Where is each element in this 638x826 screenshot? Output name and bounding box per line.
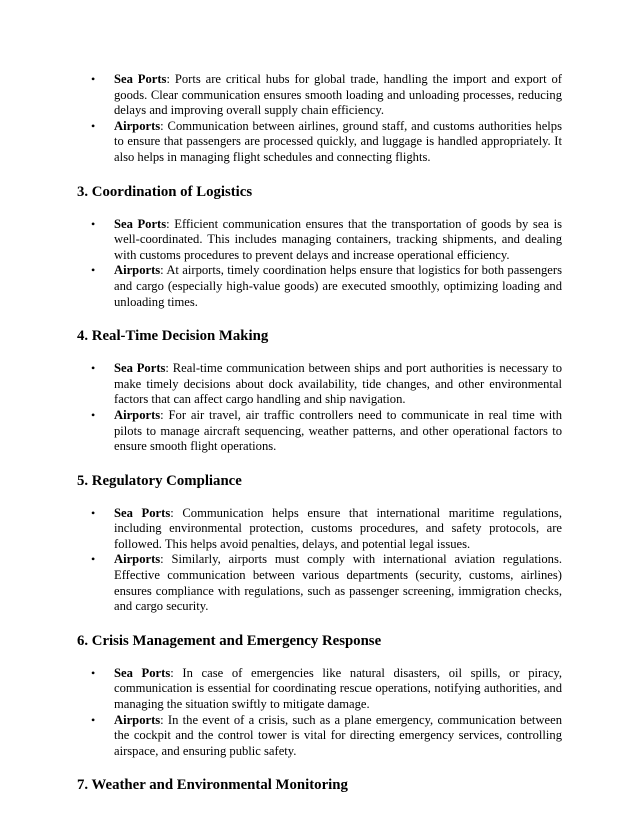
item-text: : In case of emergencies like natural disasters, oil spills, or piracy, communication is essential for coordinating rescue operations, notifying authorities, and managing the situation swiftly to mitigate damage.: [114, 665, 563, 712]
item-lead: Airports: [114, 552, 161, 567]
item-text: : Similarly, airports must comply with international aviation regulations. Effective communication between various departments (security, customs, airlines) ensures compliance with regulations, such as passenger screening, immigration checks, and cargo security.: [114, 552, 562, 614]
item-lead: Sea Ports: [114, 72, 167, 86]
item-lead: Airports: [114, 263, 161, 278]
section-heading-coordination: 3. Coordination of Logistics: [77, 183, 253, 200]
bullet-icon: •: [91, 216, 96, 231]
item-lead: Sea Ports: [114, 216, 167, 231]
section-bullet-list: [77, 506, 562, 615]
item-text: : Efficient communication ensures that the transportation of goods by sea is well-coordinated. This includes managing containers, tracking shipments, and dealing with customs procedures to prevent delays and increase operational efficiency.: [114, 216, 562, 262]
item-lead: Airports: [114, 712, 161, 727]
section-bullet-list: [77, 217, 562, 311]
bullet-icon: •: [91, 263, 96, 278]
section-heading-real-time: 4. Real-Time Decision Making: [77, 328, 269, 345]
section-heading-crisis: 6. Crisis Management and Emergency Response: [77, 632, 382, 649]
list-item: [91, 552, 562, 614]
list-item: [91, 118, 562, 166]
list-item: [91, 665, 563, 713]
bullet-icon: •: [91, 505, 96, 520]
section-bullet-list: [77, 361, 562, 455]
list-item: [91, 712, 562, 760]
item-lead: Airports: [114, 407, 161, 422]
item-lead: Sea Ports: [114, 361, 166, 376]
bullet-icon: •: [91, 712, 96, 727]
item-lead: Sea Ports: [114, 665, 171, 680]
item-text: : At airports, timely coordination helps ensure that logistics for both passengers and cargo (especially high-value goods) are executed smoothly, optimizing loading and unloading times.: [114, 263, 562, 309]
item-text: : In the event of a crisis, such as a plane emergency, communication between the cockpit and the control tower is vital for directing emergency services, controlling airspace, and ensuring public safety.: [114, 712, 562, 758]
list-item: [91, 505, 562, 553]
item-lead: Airports: [114, 118, 161, 133]
item-lead: Sea Ports: [114, 505, 171, 520]
bullet-icon: •: [91, 407, 96, 422]
bullet-icon: •: [91, 118, 96, 133]
bullet-icon: •: [91, 552, 96, 567]
list-item: [91, 216, 562, 264]
list-item: [91, 407, 562, 455]
item-text: : Real-time communication between ships and port authorities is necessary to make timely decisions about dock availability, tide changes, and other environmental factors that can affect cargo handling and ship navigation.: [114, 361, 563, 407]
item-text: : For air travel, air traffic controllers need to communicate in real time with pilots to manage aircraft sequencing, weather patterns, and other operational factors to ensure smooth flight operations.: [114, 407, 562, 454]
list-item: [91, 72, 562, 119]
list-item: [91, 361, 563, 408]
list-item: [91, 263, 562, 310]
item-text: : Ports are critical hubs for global trade, handling the import and export of goods. Clear communication ensures smooth loading and unloading processes, reducing delays and improving overall supply chain efficiency.: [114, 72, 562, 118]
intro-bullet-list: [77, 72, 562, 166]
section-bullet-list: [77, 666, 562, 760]
item-text: : Communication helps ensure that international maritime regulations, including environmental protection, customs procedures, and safety protocols, are followed. This helps avoid penalties, delays, and potential legal issues.: [114, 505, 562, 551]
section-heading-regulatory: 5. Regulatory Compliance: [77, 472, 242, 489]
bullet-icon: •: [91, 361, 96, 376]
section-heading-weather: 7. Weather and Environmental Monitoring: [77, 777, 348, 794]
item-text: : Communication between airlines, ground staff, and customs authorities helps to ensure that passengers are processed quickly, and luggage is handled appropriately. It also helps in managing flight schedules and connecting flights.: [114, 118, 562, 164]
bullet-icon: •: [91, 665, 96, 680]
bullet-icon: •: [91, 72, 96, 86]
